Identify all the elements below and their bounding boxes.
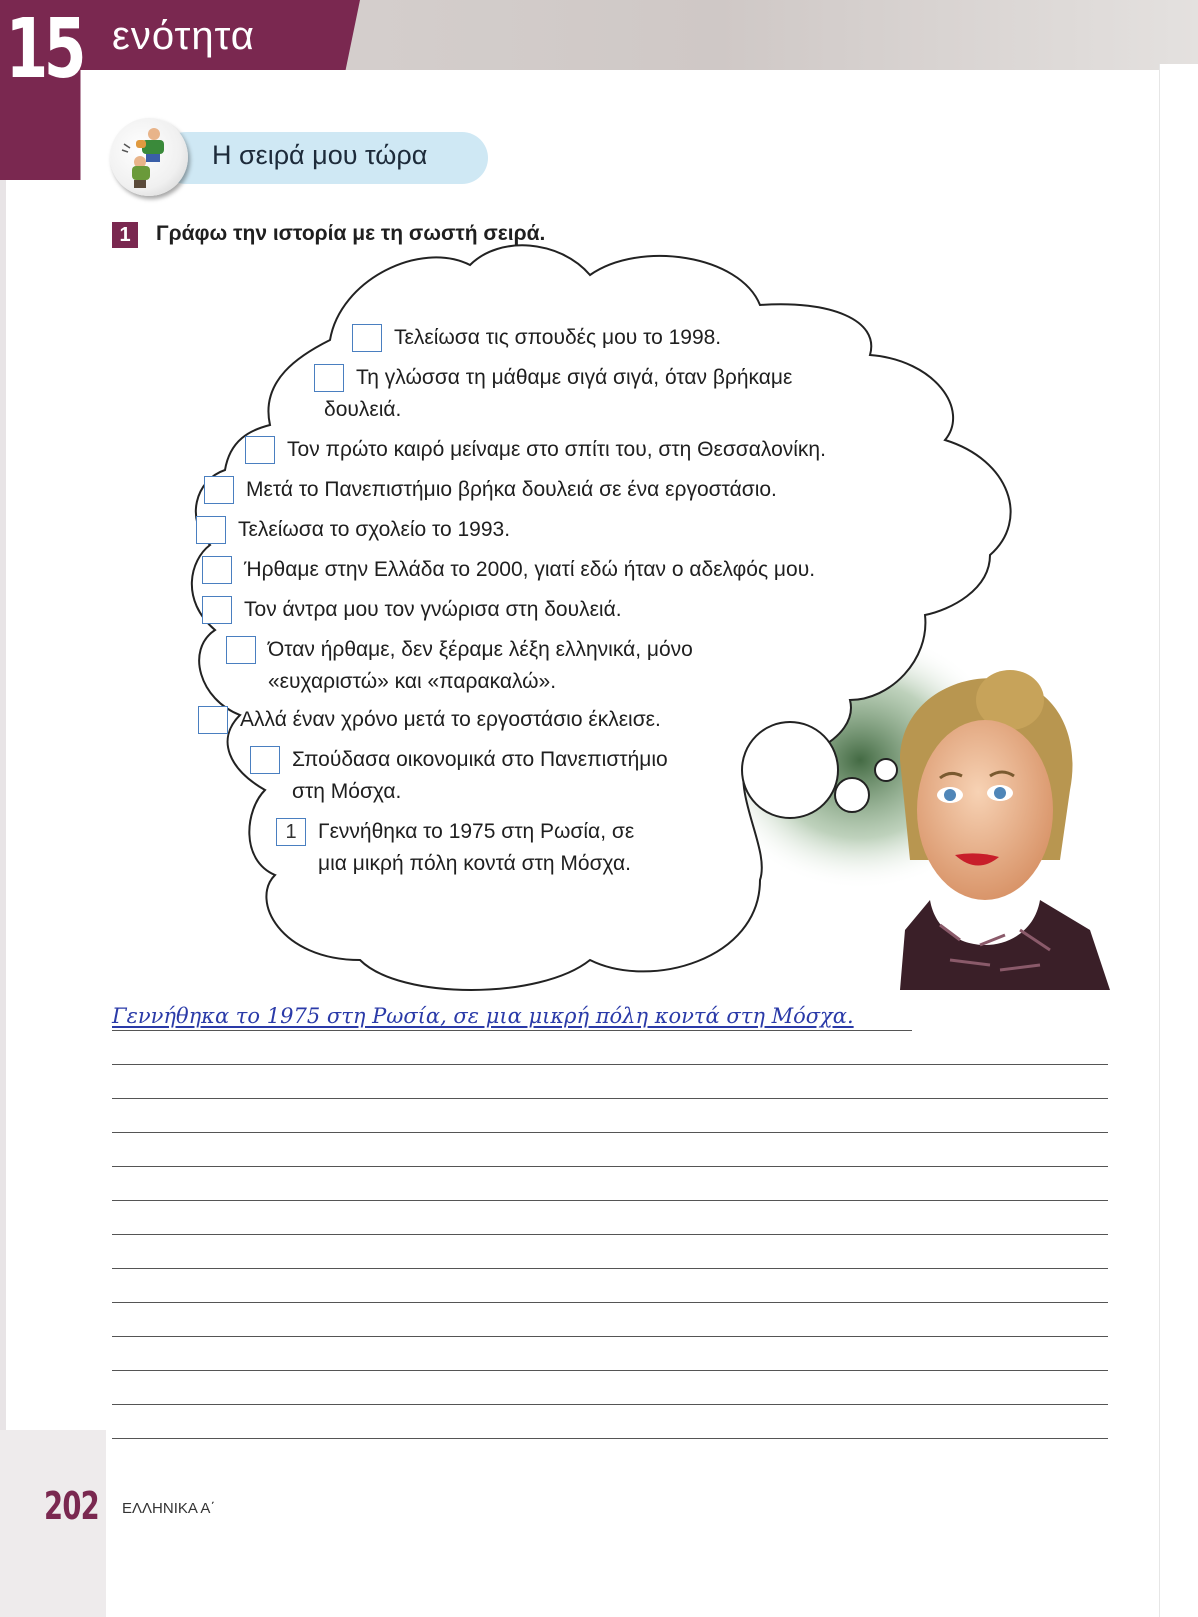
writing-line[interactable] xyxy=(112,1030,912,1031)
page-number: 202 xyxy=(44,1484,99,1528)
order-checkbox[interactable] xyxy=(202,556,232,584)
sentence-text: Τον πρώτο καιρό μείναμε στο σπίτι του, στη Θεσσαλονίκη. xyxy=(287,438,826,461)
writing-line[interactable] xyxy=(112,1132,1108,1133)
writing-line[interactable] xyxy=(112,1200,1108,1201)
writing-line[interactable] xyxy=(112,1404,1108,1405)
writing-line[interactable] xyxy=(112,1166,1108,1167)
unit-number: 15 xyxy=(4,0,81,180)
exercise-number: 1 xyxy=(112,222,138,248)
thought-bubble-large xyxy=(742,722,838,818)
order-checkbox[interactable] xyxy=(352,324,382,352)
sentence-text: Τη γλώσσα τη μάθαμε σιγά σιγά, όταν βρήκαμε xyxy=(356,366,793,389)
writing-line[interactable] xyxy=(112,1064,1108,1065)
book-title: ΕΛΛΗΝΙΚΑ Α΄ xyxy=(122,1500,216,1517)
order-checkbox[interactable] xyxy=(245,436,275,464)
sentence-text: μια μικρή πόλη κοντά στη Μόσχα. xyxy=(318,852,631,875)
writing-line[interactable] xyxy=(112,1098,1108,1099)
sentence-text: Σπούδασα οικονομικά στο Πανεπιστήμιο xyxy=(292,748,668,771)
handwritten-answer[interactable]: Γεννήθηκα το 1975 στη Ρωσία, σε μια μικρή πόλη κοντά στη Μόσχα. xyxy=(112,1004,854,1028)
writing-line[interactable] xyxy=(112,1234,1108,1235)
unit-label: ενότητα xyxy=(112,14,255,58)
sentence-text: στη Μόσχα. xyxy=(292,780,402,803)
order-checkbox[interactable] xyxy=(204,476,234,504)
sentence-text: Τον άντρα μου τον γνώρισα στη δουλειά. xyxy=(244,598,622,621)
sentence-text: «ευχαριστώ» και «παρακαλώ». xyxy=(268,670,557,693)
order-checkbox[interactable]: 1 xyxy=(276,818,306,846)
sentence-text: Τελείωσα τις σπουδές μου το 1998. xyxy=(394,326,722,349)
writing-line[interactable] xyxy=(112,1370,1108,1371)
order-checkbox[interactable] xyxy=(314,364,344,392)
thought-bubble-small xyxy=(875,759,897,781)
writing-line[interactable] xyxy=(112,1438,1108,1439)
section-title: Η σειρά μου τώρα xyxy=(212,140,428,170)
sentence-text: Αλλά έναν χρόνο μετά το εργοστάσιο έκλεισε. xyxy=(240,708,661,731)
sentence-text: Όταν ήρθαμε, δεν ξέραμε λέξη ελληνικά, μόνο xyxy=(268,638,693,661)
sentence-text: δουλειά. xyxy=(324,398,402,421)
writing-line[interactable] xyxy=(112,1336,1108,1337)
order-checkbox[interactable] xyxy=(250,746,280,774)
order-checkbox[interactable] xyxy=(226,636,256,664)
exercise-instruction: Γράφω την ιστορία με τη σωστή σειρά. xyxy=(156,222,546,245)
writing-line[interactable] xyxy=(112,1268,1108,1269)
woman-illustration xyxy=(900,670,1110,990)
order-checkbox[interactable] xyxy=(202,596,232,624)
sentence-text: Μετά το Πανεπιστήμιο βρήκα δουλειά σε ένα εργοστάσιο. xyxy=(246,478,777,501)
sentence-text: Τελείωσα το σχολείο το 1993. xyxy=(238,518,511,541)
order-checkbox[interactable] xyxy=(198,706,228,734)
thought-bubble-medium xyxy=(835,778,869,812)
sentence-text: Ήρθαμε στην Ελλάδα το 2000, γιατί εδώ ήταν ο αδελφός μου. xyxy=(244,558,816,581)
writing-line[interactable] xyxy=(112,1302,1108,1303)
sentence-text: Γεννήθηκα το 1975 στη Ρωσία, σε xyxy=(318,820,635,843)
order-checkbox[interactable] xyxy=(196,516,226,544)
